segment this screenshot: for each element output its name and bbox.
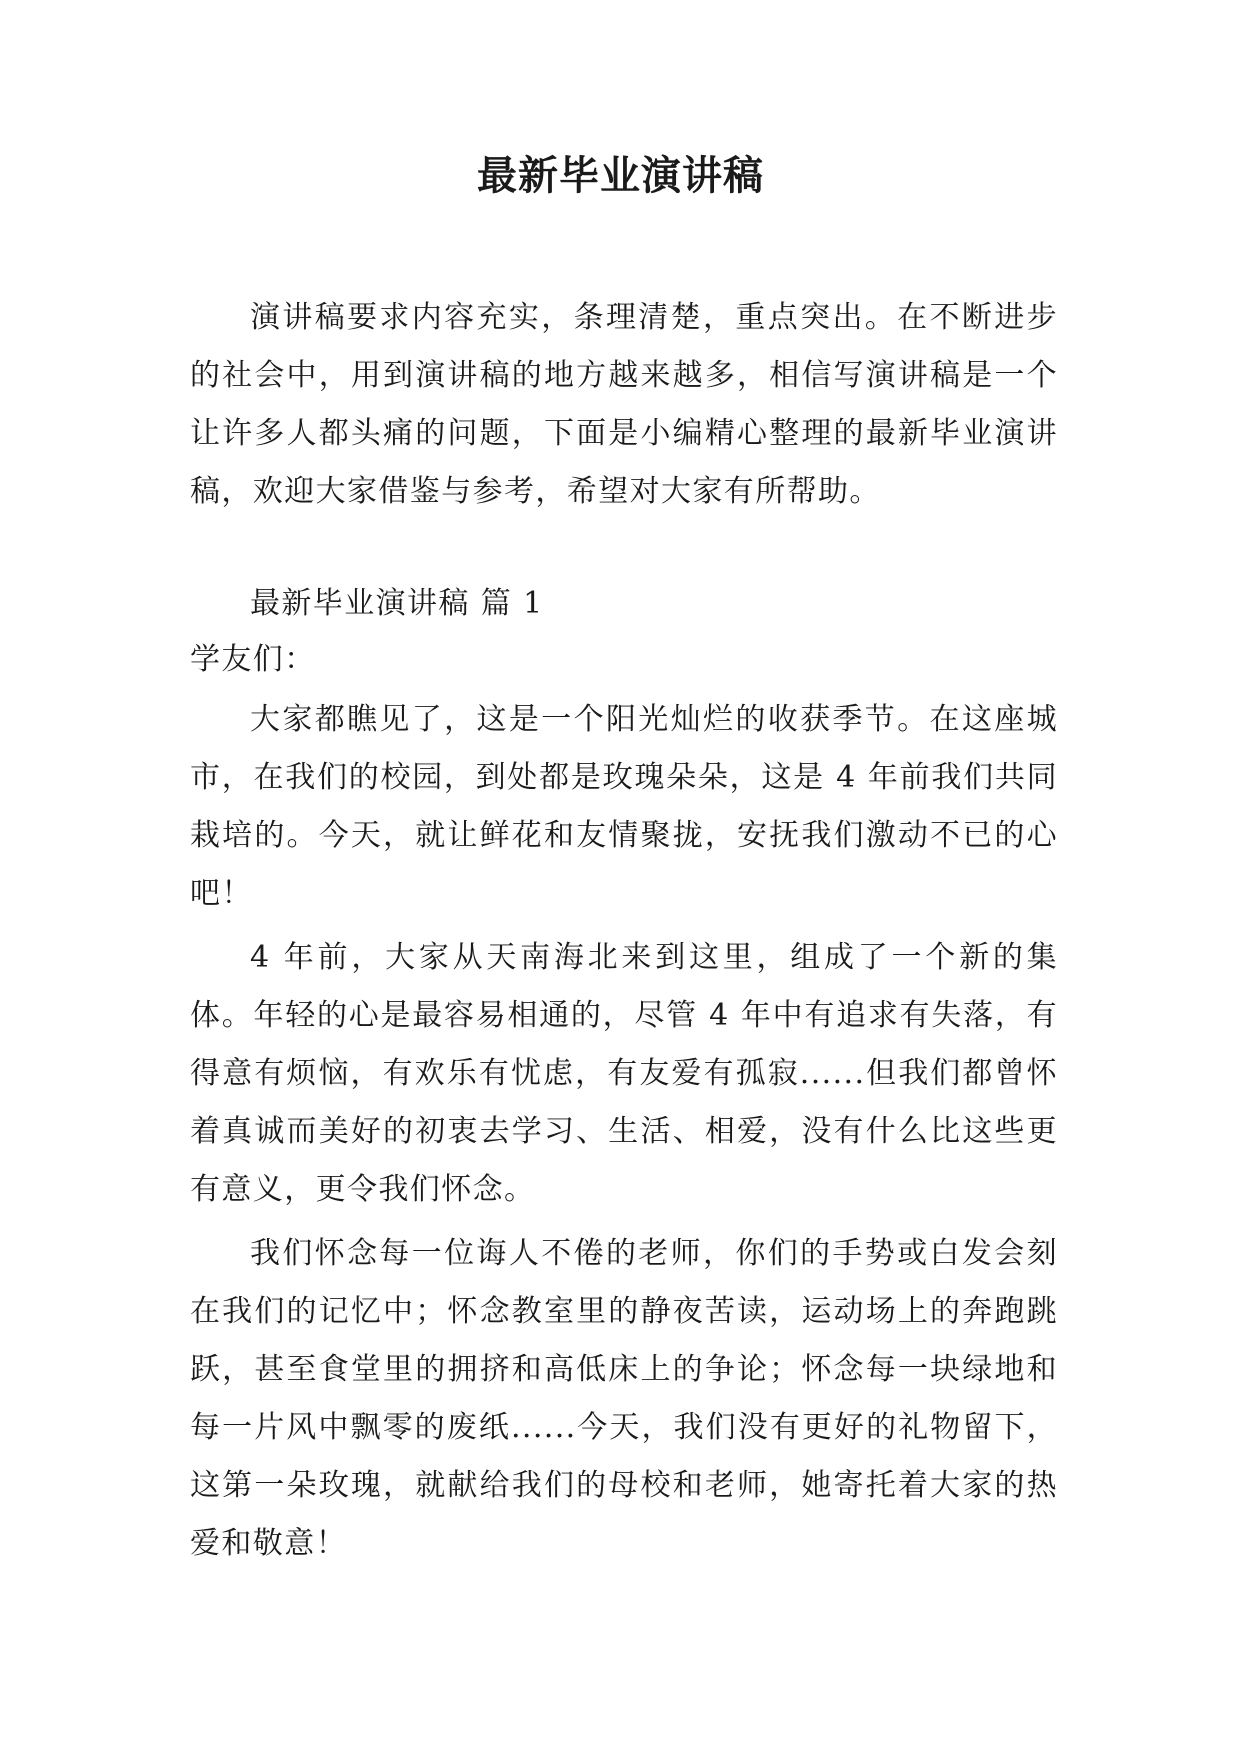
intro-paragraph: 演讲稿要求内容充实，条理清楚，重点突出。在不断进步的社会中，用到演讲稿的地方越来越多，相信写演讲稿是一个让许多人都头痛的问题，下面是小编精心整理的最新毕业演讲稿，欢迎大家借鉴与参考，希望对大家有所帮助。 bbox=[190, 300, 1058, 509]
document-title: 最新毕业演讲稿 bbox=[477, 153, 764, 199]
body-paragraph-3: 我们怀念每一位诲人不倦的老师，你们的手势或白发会刻在我们的记忆中；怀念教室里的静夜苦读，运动场上的奔跑跳跃，甚至食堂里的拥挤和高低床上的争论；怀念每一块绿地和每一片风中飘零的废纸......今天，我们没有更好的礼物留下，这第一朵玫瑰，就献给我们的母校和老师，她寄托着大家的热爱和敬意！ bbox=[190, 1236, 1058, 1561]
body-paragraph-2: 4 年前，大家从天南海北来到这里，组成了一个新的集体。年轻的心是最容易相通的，尽管 4 年中有追求有失落，有得意有烦恼，有欢乐有忧虑，有友爱有孤寂......但我们都曾怀着真诚而美好的初衷去学习、生活、相爱，没有什么比这些更有意义，更令我们怀念。 bbox=[190, 940, 1058, 1207]
salutation: 学友们： bbox=[190, 642, 316, 677]
section-heading: 最新毕业演讲稿 篇 1 bbox=[250, 586, 544, 621]
body-paragraph-1: 大家都瞧见了，这是一个阳光灿烂的收获季节。在这座城市，在我们的校园，到处都是玫瑰朵朵，这是 4 年前我们共同栽培的。今天，就让鲜花和友情聚拢，安抚我们激动不已的心吧！ bbox=[190, 702, 1058, 911]
